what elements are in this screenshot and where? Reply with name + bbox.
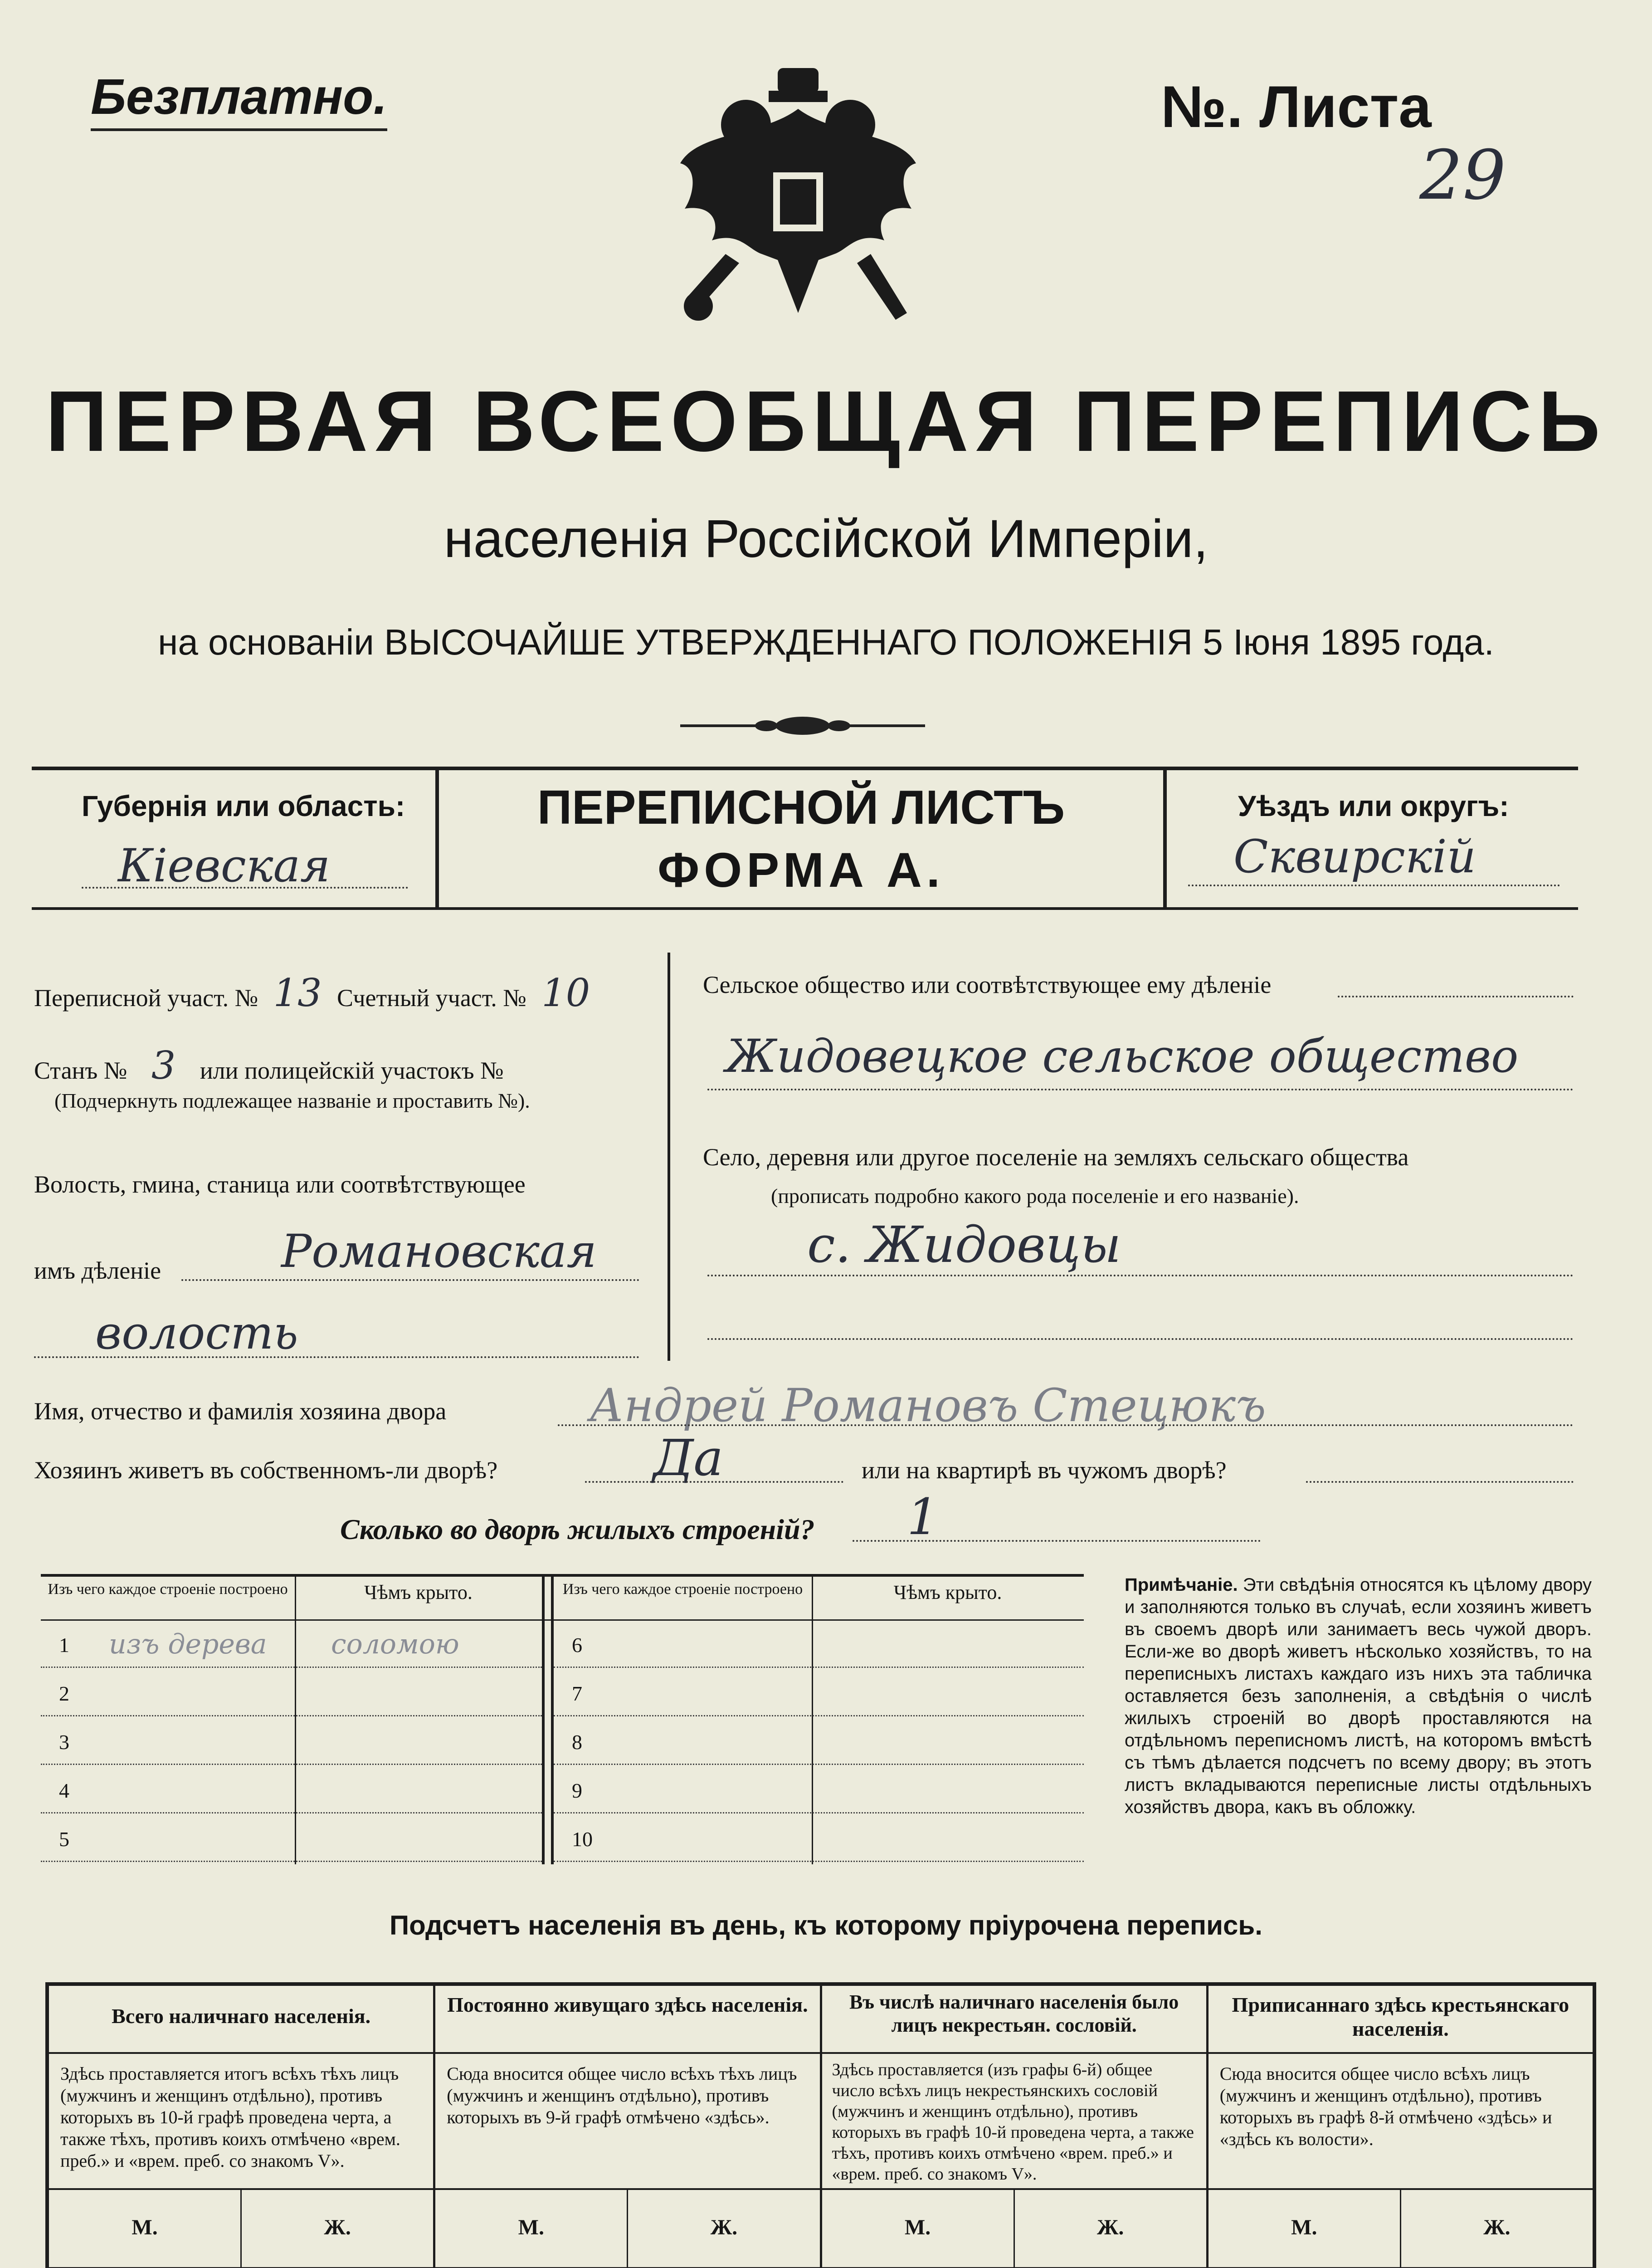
table-row: 1 изъ дерева соломою: [41, 1619, 542, 1668]
stan-value: 3: [151, 1043, 176, 1088]
count-column-registered-peasant: [1209, 1986, 1593, 2268]
own-yard-line: [585, 1481, 843, 1483]
underline-note: (Подчеркнуть подлежащее названіе и проставить №).: [54, 1089, 530, 1112]
roof-cell: соломою: [331, 1628, 459, 1660]
free-label: Безплатно.: [91, 68, 387, 131]
society-line-1: [1338, 996, 1574, 997]
volost-value-continued: волость: [95, 1306, 298, 1359]
table-row: 3: [41, 1716, 542, 1765]
table-row: 4: [41, 1765, 542, 1813]
buildings-rows-left: [41, 1619, 542, 1862]
count-column-desc: Сюда вносится общее число всѣхъ лицъ (мужчинъ и женщинъ отдѣльно), противъ которыхъ въ графѣ 8-й отмѣчено «здѣсь» и «здѣсь къ волости».: [1209, 2054, 1593, 2190]
table-row: 8: [554, 1716, 1084, 1765]
ornament-divider: [676, 710, 930, 742]
society-label: Сельское общество или соотвѣтствующее ему дѣленіе: [703, 971, 1272, 998]
police-label: или полицейскій участокъ №: [200, 1057, 504, 1084]
village-note: (прописать подробно какого рода поселеніе и его названіе).: [771, 1184, 1299, 1207]
apartment-line: [1306, 1481, 1574, 1483]
volost-line-2: [34, 1356, 639, 1358]
own-yard-label: Хозяинъ живетъ въ собственномъ-ли дворѣ?: [34, 1457, 498, 1484]
material-header-right: Изъ чего каждое строеніе построено: [562, 1581, 803, 1598]
double-headed-eagle-emblem: [671, 59, 925, 349]
village-line-2: [707, 1338, 1574, 1340]
table-row: 6: [554, 1619, 1084, 1668]
guberniya-line: [82, 887, 408, 889]
stan-label: Станъ №: [34, 1057, 127, 1084]
page-subtitle: населенія Россійской Имперіи,: [443, 509, 1209, 569]
count-column-head: Въ числѣ наличнаго населенія было лицъ некрестьян. сословій.: [822, 1986, 1206, 2054]
male-header: М.: [49, 2190, 242, 2267]
count-column-head: Всего наличнаго населенія.: [49, 1986, 433, 2054]
fields-divider: [668, 953, 670, 1361]
apartment-label: или на квартирѣ въ чужомъ дворѣ?: [862, 1457, 1227, 1484]
note-text: Эти свѣдѣнія относятся къ цѣлому двору и заполняются только въ случаѣ, если хозяинъ живетъ въ своемъ дворѣ или занимаетъ весь чужой дворъ. Если-же во дворѣ живетъ нѣсколько хозяйствъ, то на переписныхъ листахъ каждаго изъ нихъ эта табличка оставляется безъ заполненія, а свѣдѣнія о числѣ жилыхъ строеній во дворѣ проставляются на отдѣльномъ переписномъ листѣ, на которомъ вмѣстѣ съ тѣмъ дѣлается подсчетъ по всему двору; въ этотъ листъ вкладываются переписные листы отдѣльныхъ хозяйствъ двора, какъ въ обложку.: [1125, 1575, 1592, 1817]
form-box-bottom-border: [32, 907, 1578, 910]
village-line-1: [707, 1275, 1574, 1276]
guberniya-value: Кіевская: [118, 839, 331, 892]
uezd-label: Уѣздъ или округъ:: [1238, 790, 1509, 822]
legal-basis: на основаніи ВЫСОЧАЙШЕ УТВЕРЖДЕННАГО ПОЛОЖЕНІЯ 5 Іюня 1895 года.: [158, 622, 1494, 662]
count-column-head: Постоянно живущаго здѣсь населенія.: [435, 1986, 819, 2054]
count-title: Подсчетъ населенія въ день, къ которому пріурочена перепись.: [390, 1910, 1262, 1941]
count-column-desc: Сюда вносится общее число всѣхъ тѣхъ лицъ (мужчинъ и женщинъ отдѣльно), противъ которыхъ въ 9-й графѣ отмѣчено «здѣсь».: [435, 2054, 819, 2190]
own-yard-value: Да: [653, 1429, 724, 1487]
material-cell: изъ дерева: [109, 1628, 267, 1660]
buildings-label: Сколько во дворѣ жилыхъ строеній?: [340, 1513, 815, 1545]
male-header: М.: [822, 2190, 1015, 2267]
note-block: [1125, 1574, 1592, 1818]
form-title: ПЕРЕПИСНОЙ ЛИСТЪ: [537, 781, 1065, 834]
guberniya-label: Губернія или область:: [82, 790, 405, 822]
form-name: ФОРМА А.: [658, 842, 945, 897]
table-row: 5: [41, 1813, 542, 1862]
count-column-head: Приписаннаго здѣсь крестьянскаго населенія.: [1209, 1986, 1593, 2054]
uezd-value: Сквирскій: [1233, 830, 1476, 883]
buildings-value: 1: [907, 1488, 939, 1546]
count-column-permanent: [435, 1986, 822, 2268]
village-value: с. Жидовцы: [807, 1216, 1121, 1274]
female-header: Ж.: [1483, 2215, 1511, 2239]
roof-header-left: Чѣмъ крыто.: [364, 1581, 473, 1603]
count-column-total: [49, 1986, 435, 2268]
owner-name-label: Имя, отчество и фамилія хозяина двора: [34, 1398, 447, 1425]
table-row: 2: [41, 1668, 542, 1716]
roof-header-right: Чѣмъ крыто.: [893, 1581, 1002, 1603]
count-column-non-peasant: [822, 1986, 1209, 2268]
census-district-label: Переписной участ. №: [34, 984, 258, 1012]
owner-name-value: Андрей Романовъ Стецюкъ: [590, 1379, 1266, 1432]
female-header: Ж.: [710, 2215, 738, 2239]
male-header: М.: [435, 2190, 628, 2267]
census-district-value: 13: [273, 971, 322, 1015]
uezd-line: [1188, 885, 1560, 886]
form-box-divider-left: [435, 767, 439, 910]
material-header-left: Изъ чего каждое строеніе построено: [48, 1581, 288, 1598]
sheet-number-label: №. Листа: [1161, 73, 1432, 140]
table-row: 7: [554, 1668, 1084, 1716]
table-row: 9: [554, 1765, 1084, 1813]
society-value: Жидовецкое сельское общество: [726, 1030, 1519, 1083]
volost-line: [181, 1279, 639, 1281]
owner-name-line: [558, 1424, 1574, 1426]
village-label: Село, деревня или другое поселеніе на земляхъ сельскаго общества: [703, 1144, 1409, 1171]
page-title: ПЕРВАЯ ВСЕОБЩАЯ ПЕРЕПИСЬ: [45, 373, 1607, 469]
counting-district-label: Счетный участ. №: [337, 984, 526, 1012]
male-header: М.: [1209, 2190, 1401, 2267]
buildings-table: [41, 1574, 1084, 1864]
table-row: 10: [554, 1813, 1084, 1862]
count-column-desc: Здѣсь проставляется (изъ графы 6-й) общее число всѣхъ лицъ некрестьянскихъ сословій (мужчинъ и женщинъ отдѣльно), противъ которыхъ въ графѣ 10-й проведена черта, а также тѣхъ, противъ коихъ отмѣчено «врем. преб.» и «врем. преб. со знакомъ V».: [822, 2054, 1206, 2190]
counting-district-value: 10: [541, 971, 590, 1015]
form-box-divider-right: [1163, 767, 1167, 910]
population-count-table: [45, 1982, 1596, 2268]
female-header: Ж.: [324, 2215, 351, 2239]
buildings-line: [853, 1540, 1261, 1542]
note-lead: Примѣчаніе.: [1125, 1575, 1238, 1595]
society-line-2: [707, 1089, 1574, 1090]
female-header: Ж.: [1096, 2215, 1124, 2239]
volost-label: Волость, гмина, станица или соотвѣтствующее: [34, 1171, 526, 1198]
form-box-top-border: [32, 767, 1578, 770]
volost-value: Романовская: [281, 1225, 597, 1278]
count-column-desc: Здѣсь проставляется итогъ всѣхъ тѣхъ лицъ (мужчинъ и женщинъ отдѣльно), противъ которыхъ въ 10-й графѣ проведена черта, а также тѣхъ, противъ коихъ отмѣчено «врем. преб.» и «врем. преб. со знакомъ V».: [49, 2054, 433, 2190]
sheet-number-value: 29: [1419, 136, 1506, 215]
volost-label-continued: имъ дѣленіе: [34, 1257, 161, 1284]
buildings-rows-right: [554, 1619, 1084, 1862]
